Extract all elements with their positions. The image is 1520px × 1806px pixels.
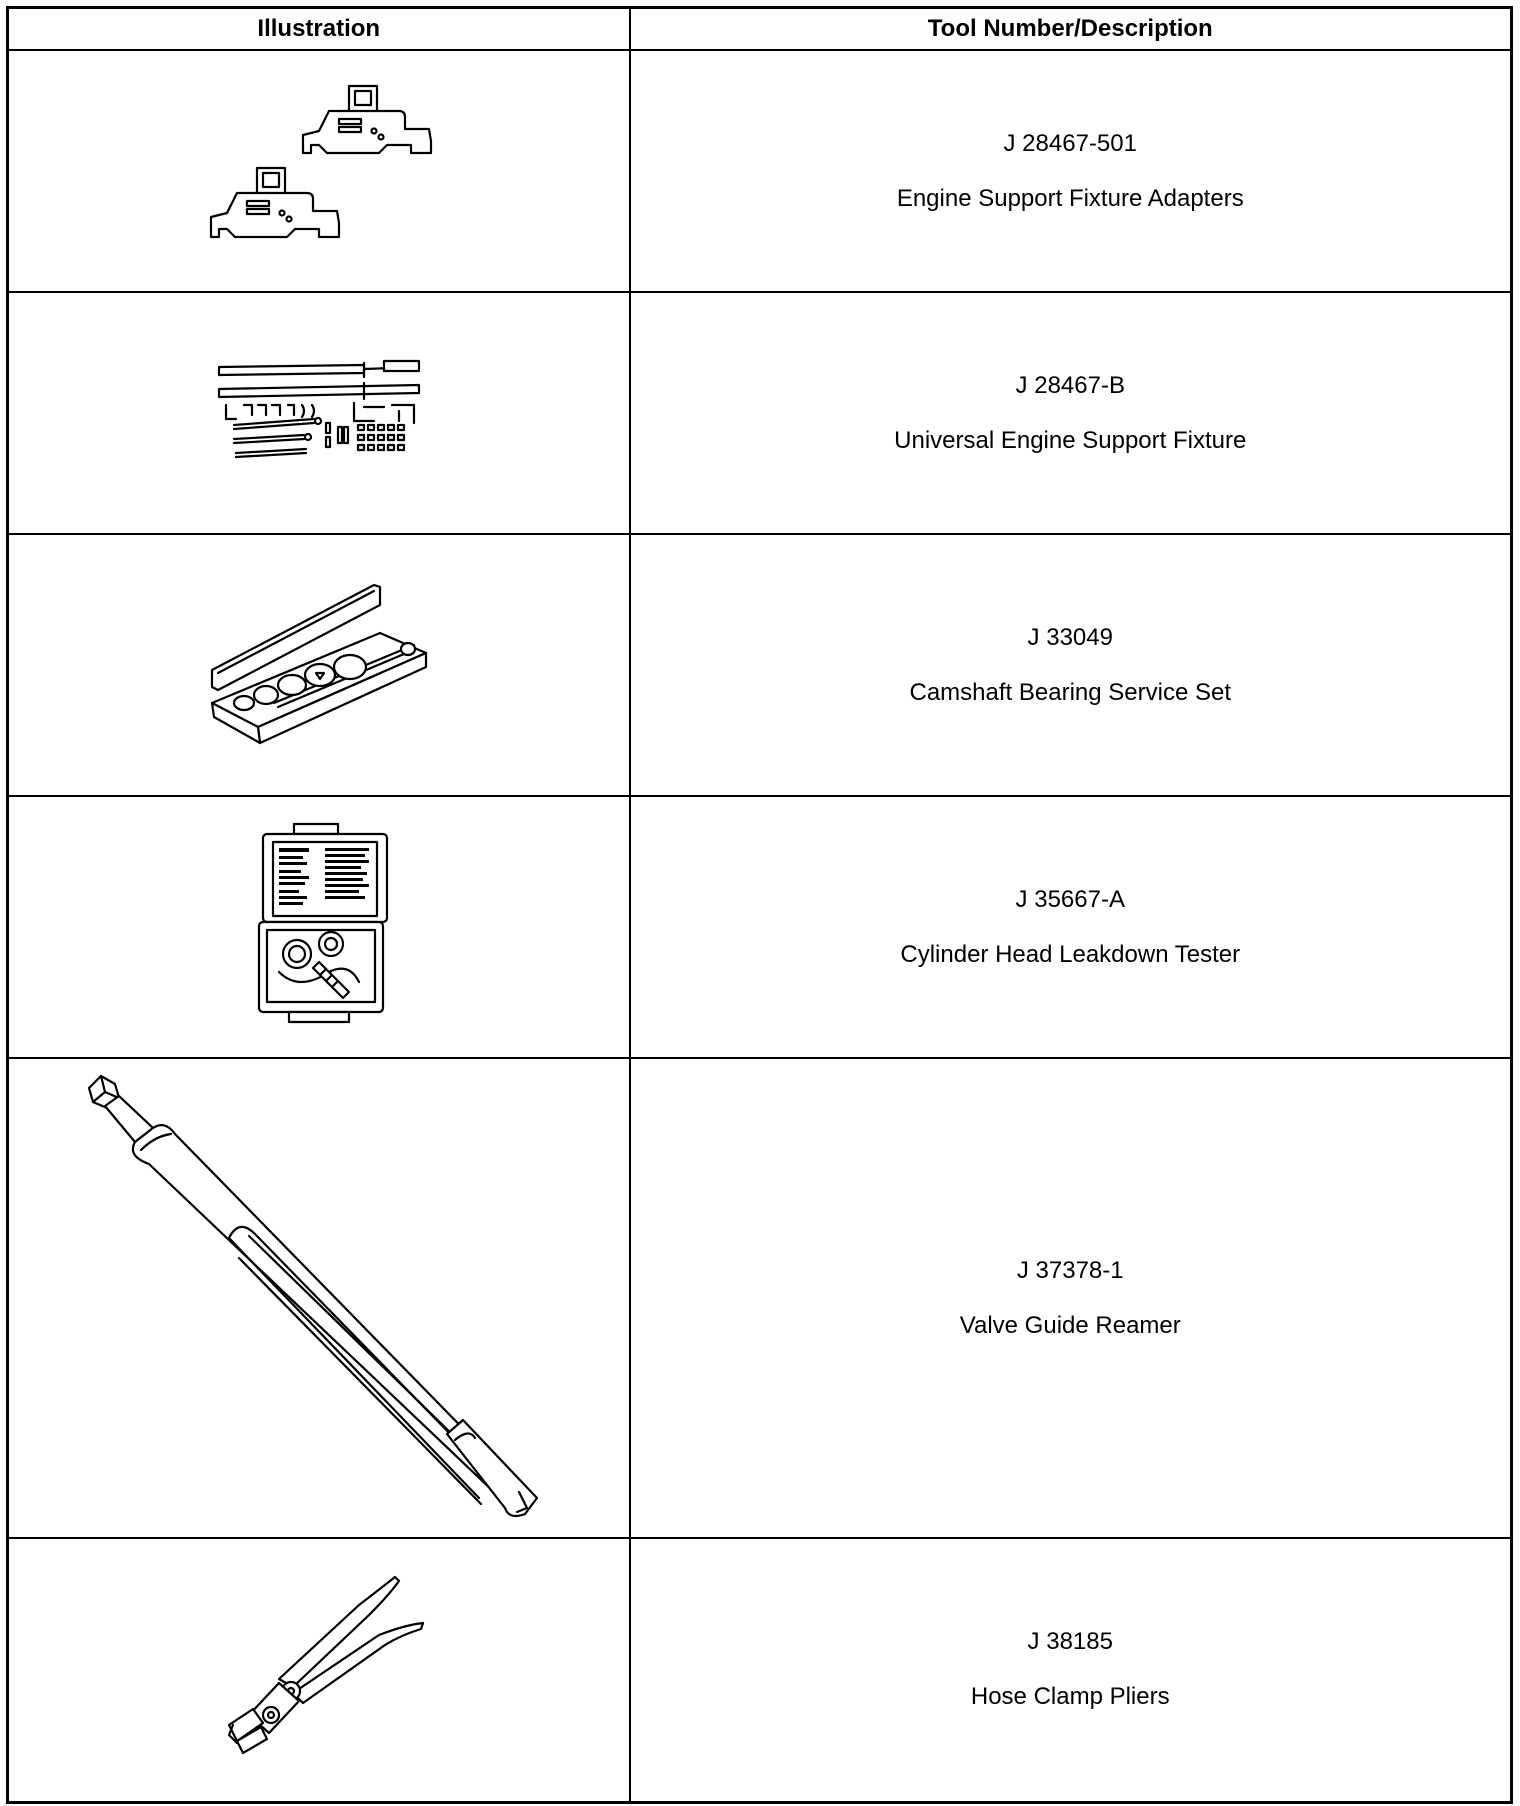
tool-description: Valve Guide Reamer <box>959 1311 1181 1339</box>
tool-description: Engine Support Fixture Adapters <box>896 184 1244 212</box>
special-tools-table <box>6 6 1513 1804</box>
tool-description: Universal Engine Support Fixture <box>894 426 1247 454</box>
tool-number: J 28467-B <box>1015 371 1125 399</box>
tool-description-cell <box>630 50 1512 292</box>
tool-description: Camshaft Bearing Service Set <box>909 678 1231 706</box>
hose-clamp-pliers-icon <box>209 1575 429 1765</box>
cylinder-head-leakdown-tester-icon <box>249 822 389 1032</box>
header-tool-number-description: Tool Number/Description <box>630 8 1512 51</box>
illustration-cell <box>8 50 630 292</box>
tool-number: J 33049 <box>1027 623 1113 651</box>
table-row <box>8 1538 1512 1802</box>
tool-number: J 28467-501 <box>1003 129 1137 157</box>
table-row <box>8 534 1512 796</box>
table-row <box>8 1058 1512 1538</box>
illustration-cell <box>8 534 630 796</box>
table-row <box>8 796 1512 1058</box>
illustration-cell <box>8 1538 630 1802</box>
universal-engine-support-fixture-icon <box>214 353 424 473</box>
tool-description: Hose Clamp Pliers <box>970 1683 1170 1711</box>
tool-description-cell <box>630 1058 1512 1538</box>
tool-number: J 37378-1 <box>1016 1256 1124 1284</box>
tool-description-cell <box>630 1538 1512 1802</box>
header-illustration: Illustration <box>8 8 630 51</box>
tool-description-cell <box>630 534 1512 796</box>
tool-description-cell <box>630 796 1512 1058</box>
engine-support-fixture-adapters-icon <box>199 81 439 261</box>
illustration-cell <box>8 292 630 534</box>
valve-guide-reamer-icon <box>79 1068 559 1528</box>
tool-description-cell <box>630 292 1512 534</box>
camshaft-bearing-service-set-icon <box>204 575 434 755</box>
illustration-cell <box>8 1058 630 1538</box>
table-row <box>8 50 1512 292</box>
tool-description: Cylinder Head Leakdown Tester <box>900 940 1241 968</box>
illustration-cell <box>8 796 630 1058</box>
tool-number: J 38185 <box>1027 1628 1113 1656</box>
table-header-row <box>8 8 1512 51</box>
tool-number: J 35667-A <box>1015 885 1125 913</box>
table-row <box>8 292 1512 534</box>
